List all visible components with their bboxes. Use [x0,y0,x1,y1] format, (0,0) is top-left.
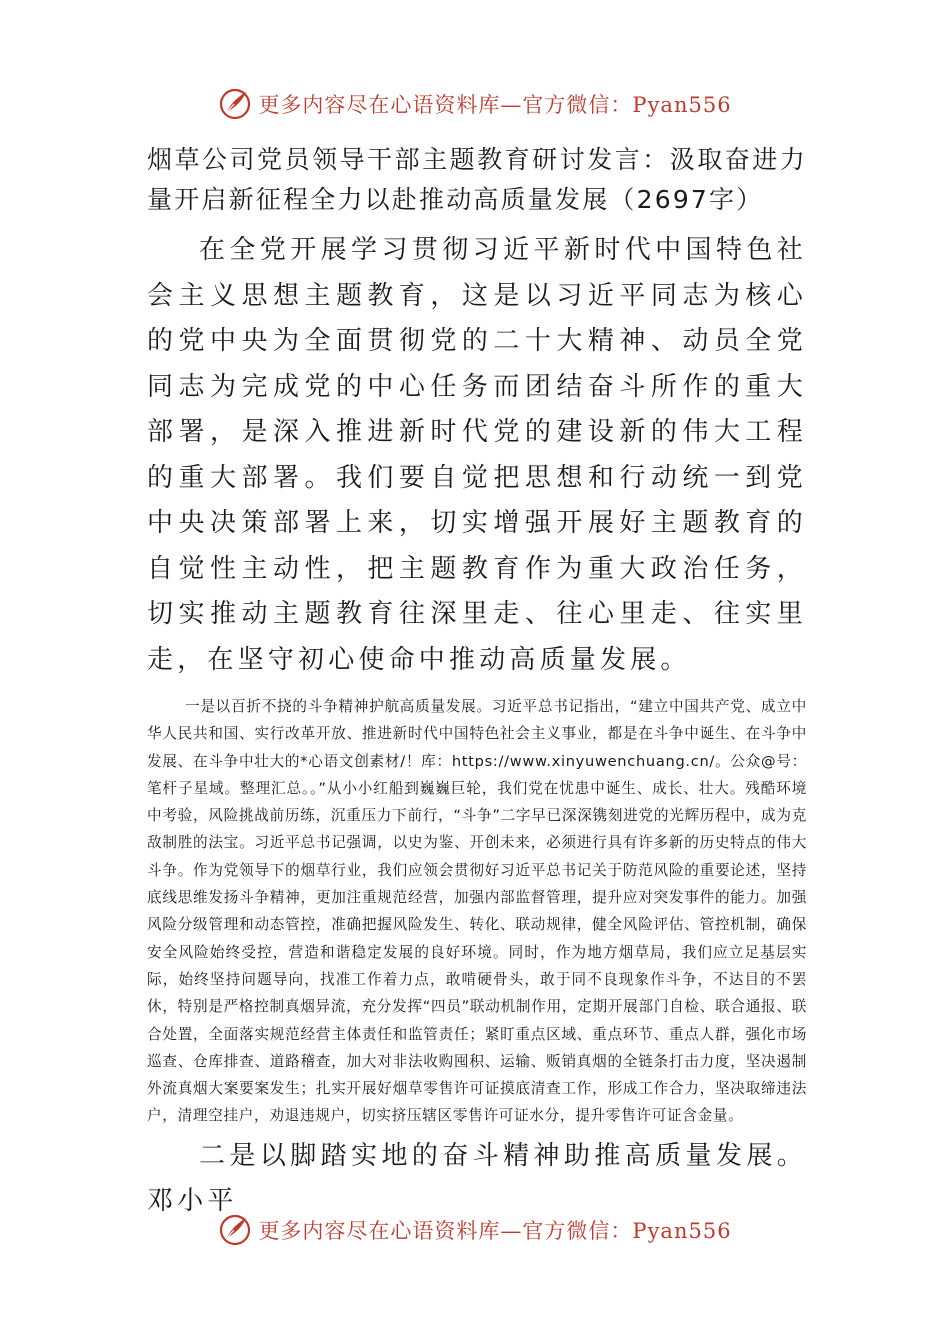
quill-logo-icon [218,87,252,121]
section-one-paragraph: 一是以百折不挠的斗争精神护航高质量发展。习近平总书记指出，“建立中国共产党、成立中华人民共和国、实行改革开放、推进新时代中国特色社会主义事业，都是在斗争中诞生、在斗争中发展、在斗争中壮大的*心语文创素材/！库：https://www.xinyuwenchuang.cn/。公众@号：笔杆子星域。整理汇总。。”从小小红船到巍巍巨轮，我们党在忧患中诞生、成长、壮大。残酷环境中考验，风险挑战前历练，沉重压力下前行，“斗争”二字早已深深镌刻进党的光辉历程中，成为克敌制胜的法宝。习近平总书记强调，以史为鉴、开创未来，必须进行具有许多新的历史特点的伟大斗争。作为党领导下的烟草行业，我们应领会贯彻好习近平总书记关于防范风险的重要论述，坚持底线思维发扬斗争精神，更加注重规范经营，加强内部监督管理，提升应对突发事件的能力。加强风险分级管理和动态管控，准确把握风险发生、转化、联动规律，健全风险评估、管控机制，确保安全风险始终受控，营造和谐稳定发展的良好环境。同时，作为地方烟草局，我们应立足基层实际，始终坚持问题导向，找准工作着力点，敢啃硬骨头，敢于同不良现象作斗争，不达目的不罢休，特别是严格控制真烟异流，充分发挥“四员”联动机制作用，定期开展部门自检、联合通报、联合处置，全面落实规范经营主体责任和监管责任；紧盯重点区域、重点环节、重点人群，强化市场巡查、仓库排查、道路稽查，加大对非法收购囤积、运输、贩销真烟的全链条打击力度，坚决遏制外流真烟大案要案发生；扎实开展好烟草零售许可证摸底清查工作，形成工作合力，坚决取缔违法户，清理空挂户，劝退违规户，切实挤压辖区零售许可证水分，提升零售许可证含金量。 [147,698,807,1125]
intro-paragraph: 在全党开展学习贯彻习近平新时代中国特色社会主义思想主题教育，这是以习近平同志为核心的党中央为全面贯彻党的二十大精神、动员全党同志为完成党的中心任务而团结奋斗所作的重大部署，是深入推进新时代党的建设新的伟大工程的重大部署。我们要自觉把思想和行动统一到党中央决策部署上来，切实增强开展好主题教育的自觉性主动性，把主题教育作为重大政治任务，切实推动主题教育往深里走、往心里走、往实里走，在坚守初心使命中推动高质量发展。 [147,235,807,675]
header-banner-text: 更多内容尽在心语资料库—官方微信：Pyan556 [258,93,732,117]
document-title: 烟草公司党员领导干部主题教育研讨发言：汲取奋进力量开启新征程全力以赴推动高质量发展（2697字） [147,145,807,214]
section-two-paragraph: 二是以脚踏实地的奋斗精神助推高质量发展。邓小平 [147,1140,807,1217]
header-banner [0,84,950,124]
footer-banner-text: 更多内容尽在心语资料库—官方微信：Pyan556 [258,1219,732,1243]
quill-logo-icon [218,1213,252,1247]
document-body [147,140,807,1225]
footer-banner [0,1210,950,1250]
